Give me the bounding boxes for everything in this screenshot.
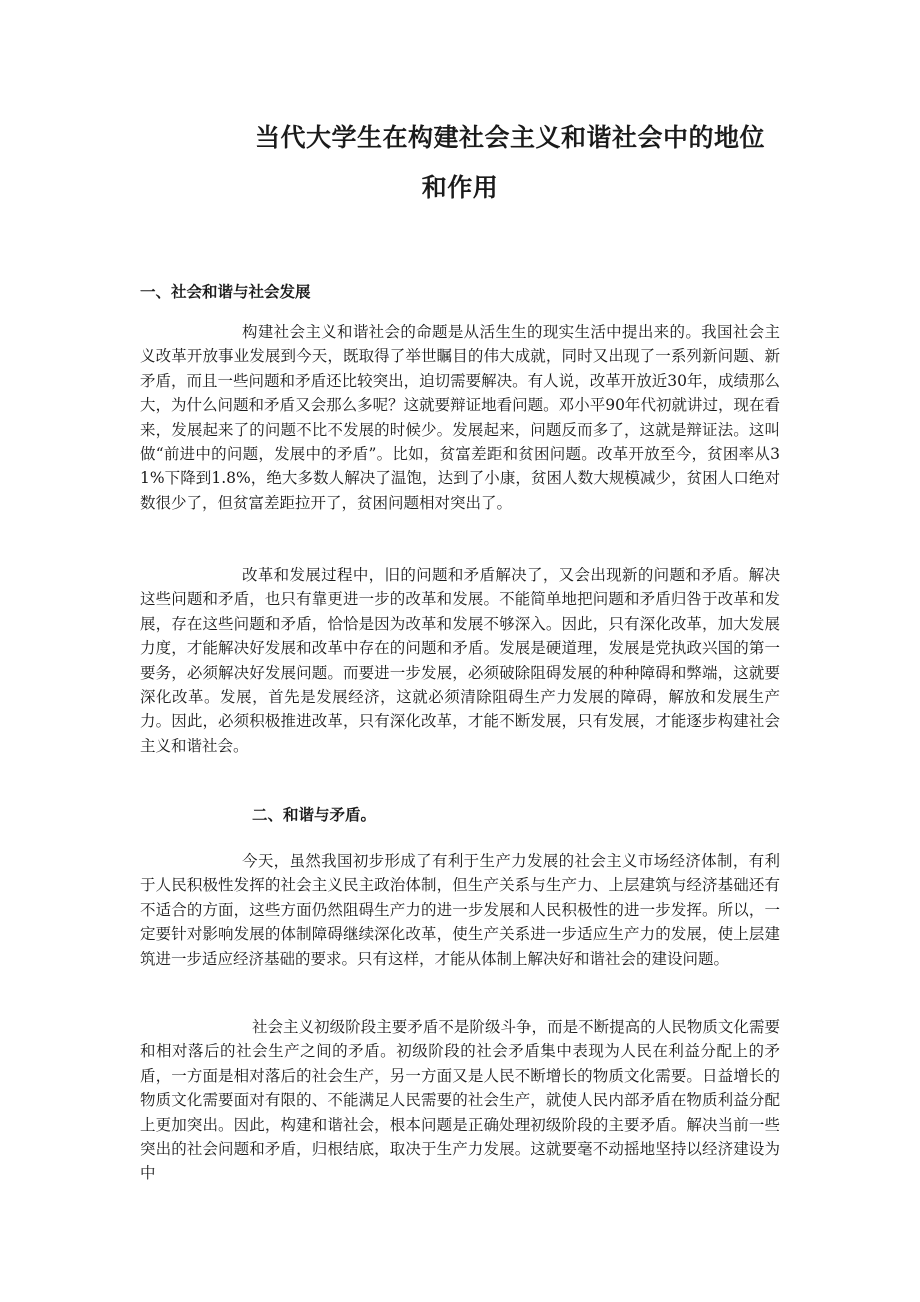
- document-title-line-2: 和作用: [421, 173, 499, 202]
- paragraph-1: 构建社会主义和谐社会的命题是从活生生的现实生活中提出来的。我国社会主义改革开放事业发展到今天，既取得了举世瞩目的伟大成就，同时又出现了一系列新问题、新矛盾，而且一些问题和矛盾还比较突出，迫切需要解决。有人说，改革开放近30年，成绩那么大，为什么问题和矛盾又会那么多呢？这就要辩证地看问题。邓小平90年代初就讲过，现在看来，发展起来了的问题不比不发展的时候少。发展起来，问题反而多了，这就是辩证法。这叫做“前进中的问题，发展中的矛盾”。比如，贫富差距和贫困问题。改革开放至今，贫困率从31%下降到1.8%，绝大多数人解决了温饱，达到了小康，贫困人数大规模减少，贫困人口绝对数很少了，但贫富差距拉开了，贫困问题相对突出了。: [140, 323, 780, 512]
- section-1-heading: 一、社会和谐与社会发展: [140, 283, 311, 301]
- paragraph-4: 社会主义初级阶段主要矛盾不是阶级斗争，而是不断提高的人民物质文化需要和相对落后的社会生产之间的矛盾。初级阶段的社会矛盾集中表现为人民在利益分配上的矛盾，一方面是相对落后的社会生产，另一方面又是人民不断增长的物质文化需要。日益增长的物质文化需要面对有限的、不能满足人民需要的社会生产，就使人民内部矛盾在物质利益分配上更加突出。因此，构建和谐社会，根本问题是正确处理初级阶段的主要矛盾。解决当前一些突出的社会问题和矛盾，归根结底，取决于生产力发展。这就要毫不动摇地坚持以经济建设为中: [140, 1018, 780, 1183]
- paragraph-2: 改革和发展过程中，旧的问题和矛盾解决了，又会出现新的问题和矛盾。解决这些问题和矛盾，也只有靠更进一步的改革和发展。不能简单地把问题和矛盾归咎于改革和发展，存在这些问题和矛盾，恰恰是因为改革和发展不够深入。因此，只有深化改革，加大发展力度，才能解决好发展和改革中存在的问题和矛盾。发展是硬道理，发展是党执政兴国的第一要务，必须解决好发展问题。而要进一步发展，必须破除阻碍发展的种种障碍和弊端，这就要深化改革。发展，首先是发展经济，这就必须清除阻碍生产力发展的障碍，解放和发展生产力。因此，必须积极推进改革，只有深化改革，才能不断发展，只有发展，才能逐步构建社会主义和谐社会。: [140, 566, 780, 755]
- paragraph-3: 今天，虽然我国初步形成了有利于生产力发展的社会主义市场经济体制，有利于人民积极性发挥的社会主义民主政治体制，但生产关系与生产力、上层建筑与经济基础还有不适合的方面，这些方面仍然阻碍生产力的进一步发展和人民积极性的进一步发挥。所以，一定要针对影响发展的体制障碍继续深化改革，使生产关系进一步适应生产力的发展，使上层建筑进一步适应经济基础的要求。只有这样，才能从体制上解决好和谐社会的建设问题。: [140, 852, 780, 968]
- document-title-line-1: 当代大学生在构建社会主义和谐社会中的地位: [254, 123, 765, 152]
- section-2-heading: 二、和谐与矛盾。: [252, 805, 377, 824]
